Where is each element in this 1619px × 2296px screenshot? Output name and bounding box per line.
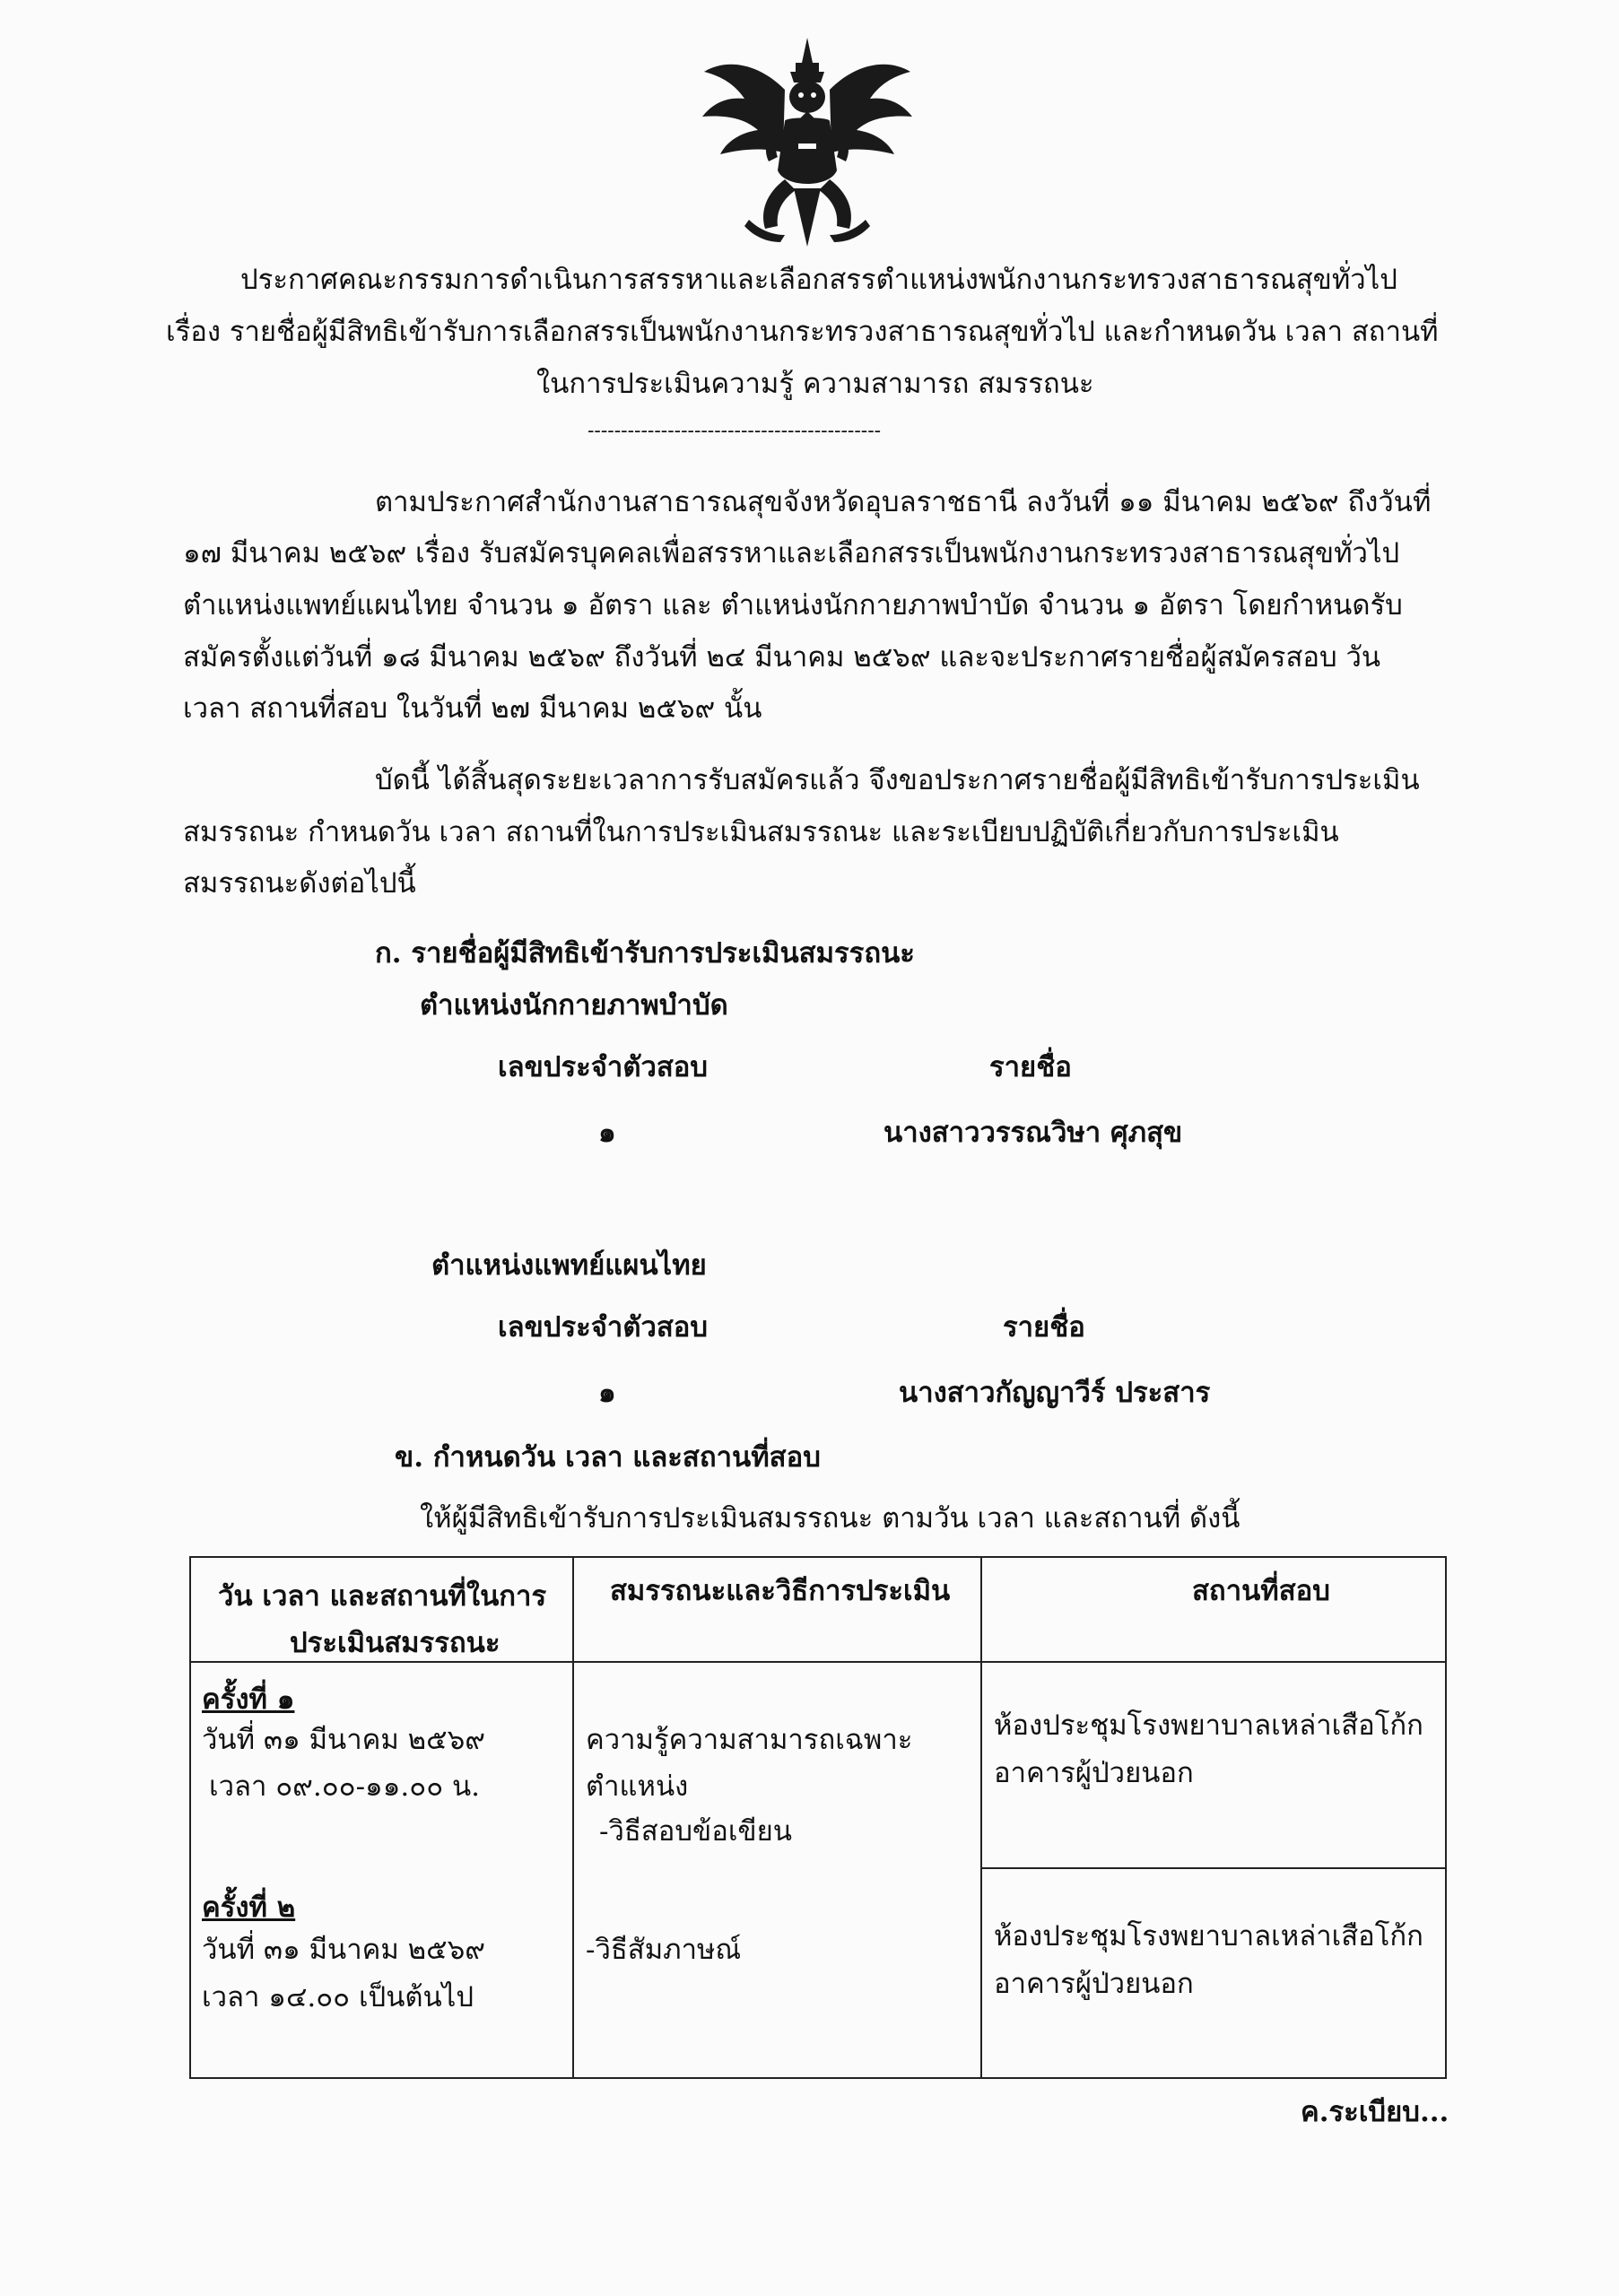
section-b-heading: ข. กำหนดวัน เวลา และสถานที่สอบ <box>395 1441 821 1474</box>
table-header-method: สมรรถนะและวิธีการประเมิน <box>610 1575 951 1607</box>
column-name-header-2: รายชื่อ <box>1003 1311 1085 1344</box>
round-2-date: วันที่ ๓๑ มีนาคม ๒๕๖๙ <box>202 1934 485 1966</box>
round-1-method-line-1: ความรู้ความสามารถเฉพาะ <box>586 1724 913 1756</box>
table-header-place: สถานที่สอบ <box>1192 1575 1330 1607</box>
paragraph-2-line-3: สมรรถนะดังต่อไปนี้ <box>183 867 416 900</box>
section-a-heading: ก. รายชื่อผู้มีสิทธิเข้ารับการประเมินสมรรถนะ <box>375 937 915 970</box>
table-header-date-line-1: วัน เวลา และสถานที่ในการ <box>218 1580 547 1613</box>
round-1-method-line-2: ตำแหน่ง <box>586 1770 689 1803</box>
round-2-place-line-1: ห้องประชุมโรงพยาบาลเหล่าเสือโก้ก <box>994 1920 1423 1952</box>
position-2-title: ตำแหน่งแพทย์แผนไทย <box>431 1249 707 1282</box>
section-b-intro: ให้ผู้มีสิทธิเข้ารับการประเมินสมรรถนะ ตามวัน เวลา และสถานที่ ดังนี้ <box>420 1502 1240 1535</box>
garuda-emblem-icon <box>695 36 919 251</box>
title-line-2: เรื่อง รายชื่อผู้มีสิทธิเข้ารับการเลือกสรรเป็นพนักงานกระทรวงสาธารณสุขทั่วไป และกำหนดวัน เวลา สถานที่ <box>166 316 1439 348</box>
paragraph-2-line-1: บัดนี้ ได้สิ้นสุดระยะเวลาการรับสมัครแล้ว จึงขอประกาศรายชื่อผู้มีสิทธิเข้ารับการประเมิน <box>375 764 1420 796</box>
table-header-divider <box>191 1661 1445 1663</box>
position-1-candidate-name: นางสาววรรณวิษา ศุภสุข <box>883 1117 1183 1149</box>
column-name-header: รายชื่อ <box>989 1051 1072 1083</box>
title-line-3: ในการประเมินความรู้ ความสามารถ สมรรถนะ <box>536 368 1094 400</box>
round-2-method-line-1: -วิธีสัมภาษณ์ <box>586 1934 742 1966</box>
round-1-time: เวลา ๐๙.๐๐-๑๑.๐๐ น. <box>209 1770 481 1803</box>
position-2-candidate-name: นางสาวกัญญาวีร์ ประสาร <box>899 1377 1211 1409</box>
position-1-title: ตำแหน่งนักกายภาพบำบัด <box>420 989 728 1022</box>
round-2-time: เวลา ๑๔.๐๐ เป็นต้นไป <box>202 1981 474 2013</box>
exam-schedule-table <box>189 1556 1447 2079</box>
table-header-date-line-2: ประเมินสมรรถนะ <box>290 1627 500 1659</box>
paragraph-1-line-1: ตามประกาศสำนักงานสาธารณสุขจังหวัดอุบลราชธานี ลงวันที่ ๑๑ มีนาคม ๒๕๖๙ ถึงวันที่ <box>375 486 1432 518</box>
round-2-label: ครั้งที่ ๒ <box>202 1892 296 1924</box>
round-1-place-line-1: ห้องประชุมโรงพยาบาลเหล่าเสือโก้ก <box>994 1709 1423 1742</box>
paragraph-1-line-5: เวลา สถานที่สอบ ในวันที่ ๒๗ มีนาคม ๒๕๖๙ นั้น <box>183 692 762 725</box>
round-2-place-line-2: อาคารผู้ป่วยนอก <box>994 1968 1194 2000</box>
column-exam-id-header: เลขประจำตัวสอบ <box>498 1051 709 1083</box>
continuation-marker: ค.ระเบียบ... <box>1301 2096 1449 2128</box>
paragraph-1-line-3: ตำแหน่งแพทย์แผนไทย จำนวน ๑ อัตรา และ ตำแหน่งนักกายภาพบำบัด จำนวน ๑ อัตรา โดยกำหนดรับ <box>183 589 1403 622</box>
paragraph-1-line-2: ๑๗ มีนาคม ๒๕๖๙ เรื่อง รับสมัครบุคคลเพื่อสรรหาและเลือกสรรเป็นพนักงานกระทรวงสาธารณสุขทั่วไป <box>183 537 1400 570</box>
round-1-label: ครั้งที่ ๑ <box>202 1683 295 1716</box>
paragraph-1-line-4: สมัครตั้งแต่วันที่ ๑๘ มีนาคม ๒๕๖๙ ถึงวันที่ ๒๔ มีนาคม ๒๕๖๙ และจะประกาศรายชื่อผู้สมัครสอบ วัน <box>183 641 1381 674</box>
position-2-exam-id: ๑ <box>598 1377 616 1409</box>
paragraph-2-line-2: สมรรถนะ กำหนดวัน เวลา สถานที่ในการประเมินสมรรถนะ และระเบียบปฏิบัติเกี่ยวกับการประเมิน <box>183 816 1339 848</box>
table-col-divider-1 <box>572 1558 574 2077</box>
round-1-date: วันที่ ๓๑ มีนาคม ๒๕๖๙ <box>202 1724 485 1756</box>
title-line-1: ประกาศคณะกรรมการดำเนินการสรรหาและเลือกสรรตำแหน่งพนักงานกระทรวงสาธารณสุขทั่วไป <box>240 264 1397 296</box>
table-place-divider <box>980 1867 1445 1869</box>
column-exam-id-header-2: เลขประจำตัวสอบ <box>498 1311 709 1344</box>
round-1-place-line-2: อาคารผู้ป่วยนอก <box>994 1757 1194 1789</box>
title-divider: -------------------------------------------- <box>588 420 882 442</box>
table-col-divider-2 <box>980 1558 982 2077</box>
round-1-method-line-3: -วิธีสอบข้อเขียน <box>599 1815 792 1848</box>
position-1-exam-id: ๑ <box>598 1117 616 1149</box>
